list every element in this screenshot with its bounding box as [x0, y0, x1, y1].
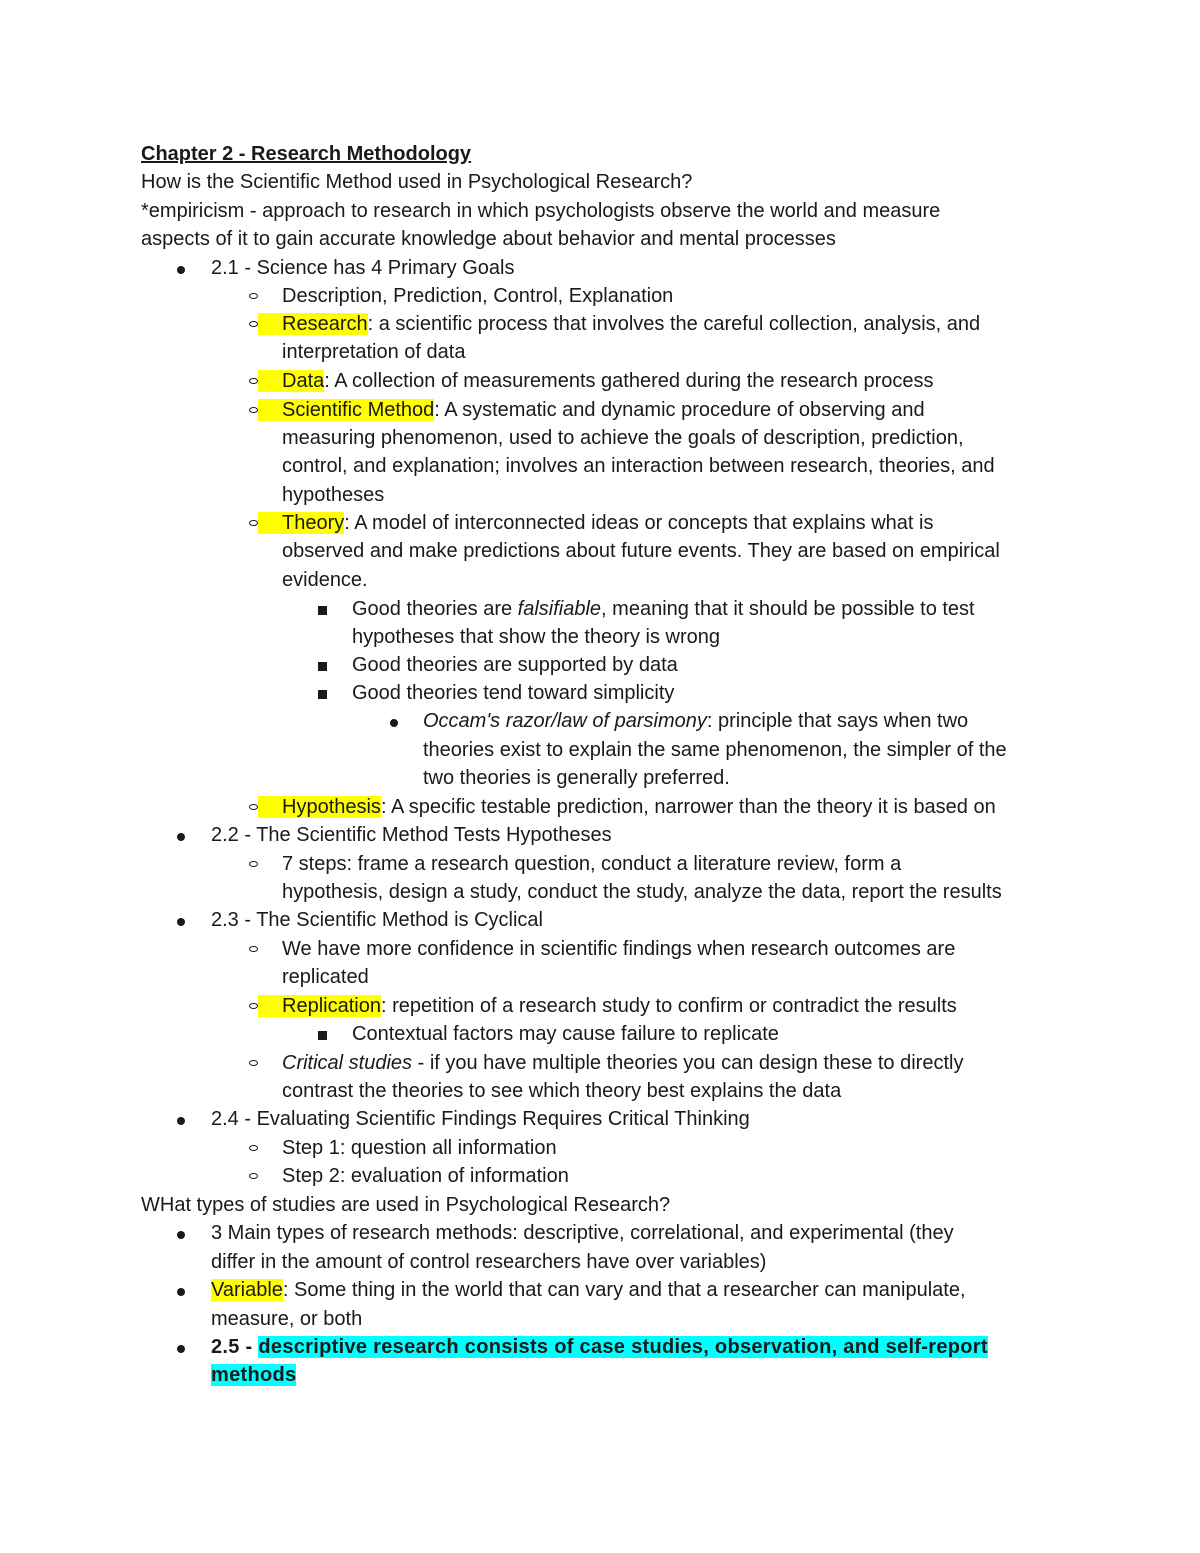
data-definition: Data: A collection of measurements gathered during the research process — [258, 368, 933, 394]
bullet-circle-icon — [249, 520, 258, 526]
term-replication: Replication — [258, 995, 381, 1017]
step-2: Step 2: evaluation of information — [282, 1165, 569, 1187]
bullet-disc-icon — [177, 1288, 185, 1296]
bullet-disc-icon — [390, 719, 398, 727]
confidence-line: We have more confidence in scientific findings when research outcomes are — [282, 938, 956, 960]
theory-line-3: evidence. — [282, 569, 368, 591]
term-scientific-method: Scientific Method — [258, 399, 434, 421]
bullet-circle-icon — [249, 861, 258, 867]
bullet-circle-icon — [249, 293, 258, 299]
bullet-square-icon — [318, 690, 327, 699]
main-types-cont: differ in the amount of control researchers have over variables) — [211, 1251, 767, 1273]
contextual-factors: Contextual factors may cause failure to replicate — [352, 1023, 779, 1045]
scientific-method-definition: Scientific Method: A systematic and dynamic procedure of observing and — [258, 397, 925, 423]
variable-definition: Variable: Some thing in the world that can vary and that a researcher can manipulate, — [211, 1279, 966, 1301]
seven-steps: 7 steps: frame a research question, conduct a literature review, form a — [282, 853, 902, 875]
section-2-2-heading: 2.2 - The Scientific Method Tests Hypotheses — [211, 824, 612, 846]
occams-razor: Occam's razor/law of parsimony: principle that says when two — [423, 710, 969, 732]
occams-razor-line-2: theories exist to explain the same phenomenon, the simpler of the — [423, 739, 1007, 761]
term-data: Data — [258, 370, 324, 392]
page-title: Chapter 2 - Research Methodology — [141, 143, 472, 165]
theory-line-2: observed and make predictions about future events. They are based on empirical — [282, 540, 1000, 562]
descriptive-research-highlight: descriptive research consists of case studies, observation, and self-report — [258, 1336, 988, 1358]
bullet-circle-icon — [249, 407, 258, 413]
bullet-disc-icon — [177, 1117, 185, 1125]
bullet-circle-icon — [249, 1003, 258, 1009]
scientific-method-line-4: hypotheses — [282, 484, 385, 506]
research-definition: Research: a scientific process that involves the careful collection, analysis, and — [258, 311, 980, 337]
good-theory-falsifiable-cont: hypotheses that show the theory is wrong — [352, 626, 720, 648]
term-hypothesis: Hypothesis — [258, 796, 381, 818]
term-variable: Variable — [211, 1279, 283, 1301]
section-2-5-heading: 2.5 - descriptive research consists of case studies, observation, and self-report — [211, 1336, 988, 1358]
bullet-circle-icon — [249, 1060, 258, 1066]
bullet-circle-icon — [249, 321, 258, 327]
bullet-disc-icon — [177, 918, 185, 926]
section-2-3-heading: 2.3 - The Scientific Method is Cyclical — [211, 909, 543, 931]
question-scientific-method: How is the Scientific Method used in Psychological Research? — [141, 171, 693, 193]
critical-studies: Critical studies - if you have multiple theories you can design these to directly — [282, 1052, 964, 1074]
replication-definition: Replication: repetition of a research study to confirm or contradict the results — [258, 993, 957, 1019]
bullet-circle-icon — [249, 378, 258, 384]
occams-razor-line-3: two theories is generally preferred. — [423, 767, 730, 789]
step-1: Step 1: question all information — [282, 1137, 557, 1159]
main-types: 3 Main types of research methods: descriptive, correlational, and experimental (they — [211, 1222, 954, 1244]
section-2-4-heading: 2.4 - Evaluating Scientific Findings Requires Critical Thinking — [211, 1108, 750, 1130]
four-goals-list: Description, Prediction, Control, Explanation — [282, 285, 674, 307]
good-theory-simplicity: Good theories tend toward simplicity — [352, 682, 675, 704]
bullet-circle-icon — [249, 1145, 258, 1151]
section-2-5-heading-cont: methods — [211, 1364, 297, 1386]
question-study-types: WHat types of studies are used in Psychological Research? — [141, 1194, 671, 1216]
bullet-circle-icon — [249, 1173, 258, 1179]
empiricism-line-1: *empiricism - approach to research in which psychologists observe the world and measure — [141, 200, 941, 222]
bullet-disc-icon — [177, 266, 185, 274]
term-theory: Theory — [258, 512, 344, 534]
research-definition-cont: interpretation of data — [282, 341, 466, 363]
empiricism-line-2: aspects of it to gain accurate knowledge about behavior and mental processes — [141, 228, 836, 250]
bullet-disc-icon — [177, 1345, 185, 1353]
seven-steps-cont: hypothesis, design a study, conduct the study, analyze the data, report the results — [282, 881, 1002, 903]
bullet-circle-icon — [249, 946, 258, 952]
good-theory-falsifiable: Good theories are falsifiable, meaning that it should be possible to test — [352, 598, 975, 620]
bullet-square-icon — [318, 1031, 327, 1040]
bullet-square-icon — [318, 662, 327, 671]
bullet-circle-icon — [249, 804, 258, 810]
critical-studies-cont: contrast the theories to see which theory best explains the data — [282, 1080, 842, 1102]
variable-definition-cont: measure, or both — [211, 1308, 363, 1330]
hypothesis-definition: Hypothesis: A specific testable prediction, narrower than the theory it is based on — [258, 794, 996, 820]
theory-definition: Theory: A model of interconnected ideas or concepts that explains what is — [258, 510, 934, 536]
section-2-1-heading: 2.1 - Science has 4 Primary Goals — [211, 257, 515, 279]
bullet-disc-icon — [177, 1231, 185, 1239]
scientific-method-line-3: control, and explanation; involves an interaction between research, theories, and — [282, 455, 995, 477]
good-theory-supported: Good theories are supported by data — [352, 654, 678, 676]
confidence-line-cont: replicated — [282, 966, 369, 988]
bullet-disc-icon — [177, 833, 185, 841]
term-research: Research — [258, 313, 368, 335]
bullet-square-icon — [318, 606, 327, 615]
scientific-method-line-2: measuring phenomenon, used to achieve the goals of description, prediction, — [282, 427, 964, 449]
